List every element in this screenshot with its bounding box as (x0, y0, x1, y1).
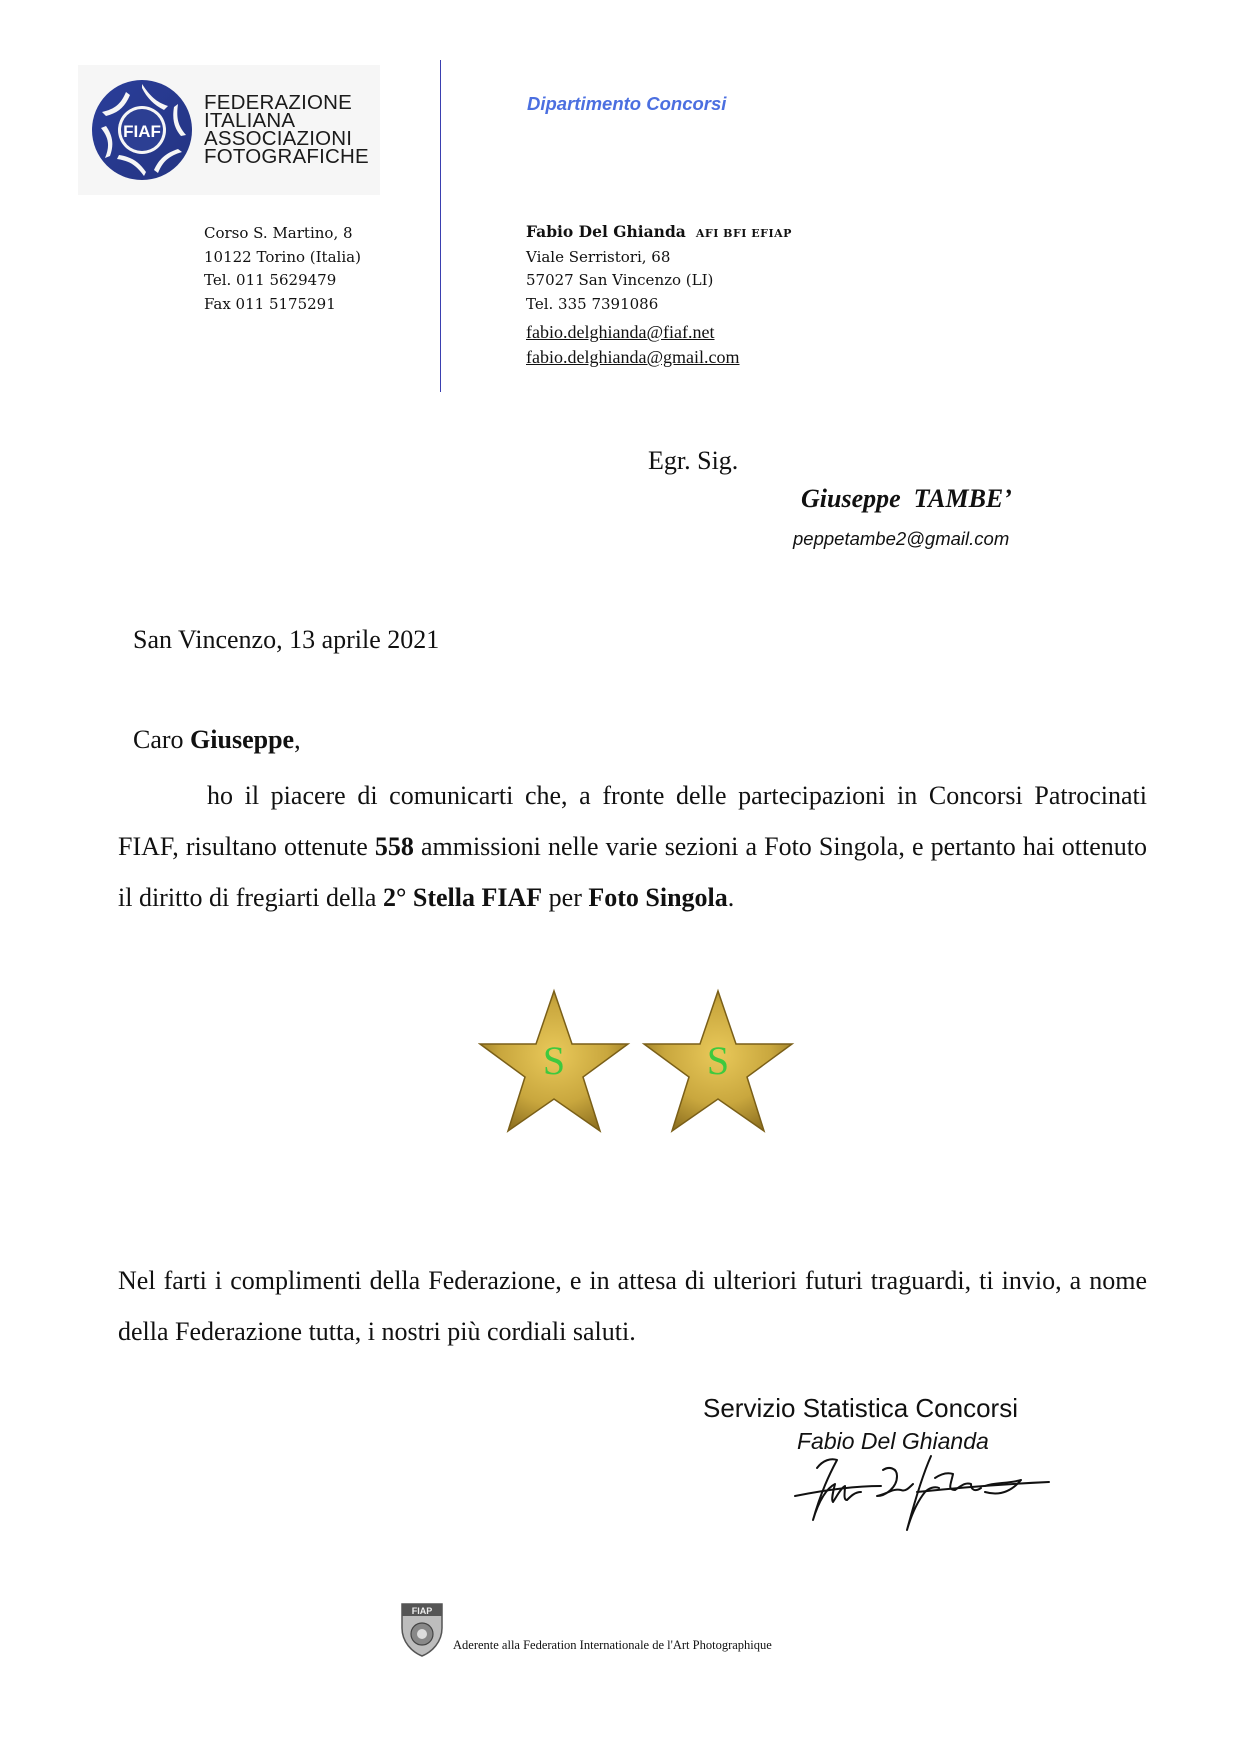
sender-titles: AFI BFI EFIAP (695, 227, 792, 240)
award-name: 2° Stella FIAF (382, 883, 543, 912)
logo-line: FEDERAZIONE (204, 91, 352, 114)
signatory-name: Fabio Del Ghianda (797, 1428, 989, 1454)
star-symbol: S (706, 1038, 730, 1083)
logo-line: ITALIANA (204, 109, 296, 132)
greeting (133, 725, 301, 755)
star-symbol: S (542, 1038, 566, 1083)
admissions-count: 558 (374, 832, 414, 861)
federation-address (204, 222, 361, 316)
greeting-name: Giuseppe (190, 725, 295, 754)
recipient-name: Giuseppe TAMBE’ (801, 484, 1012, 513)
department-title: Dipartimento Concorsi (527, 93, 727, 114)
logo-line: ASSOCIAZIONI (204, 127, 353, 150)
sender-address-line: Viale Serristori, 68 (526, 247, 671, 266)
body-text: per (542, 883, 589, 912)
fiaf-logo (78, 65, 380, 195)
star-icon (480, 991, 628, 1131)
body-text: ho il piacere di comunicarti che, a fronte delle partecipazioni in Concorsi Patrocinati FIAF, risultano ottenute (118, 781, 1147, 861)
logo-mark: FIAF (123, 122, 161, 141)
award-stars (478, 988, 798, 1136)
header-divider (440, 60, 441, 392)
place-date: San Vincenzo, 13 aprile 2021 (133, 625, 440, 654)
star-icon (644, 991, 792, 1131)
greeting-prefix: Caro (133, 725, 191, 754)
body-text: ammissioni nelle varie sezioni a Foto Singola, e pertanto hai ottenuto il diritto di fregiarti della (118, 832, 1147, 912)
award-category: Foto Singola (588, 883, 728, 912)
phone-line: Tel. 011 5629479 (204, 271, 337, 289)
recipient-salutation: Egr. Sig. (648, 446, 739, 475)
logo-wordmark (204, 91, 369, 168)
fiaf-aperture-icon (90, 78, 194, 182)
sender-block (526, 220, 792, 370)
sender-email-link[interactable]: fabio.delghianda@gmail.com (526, 347, 740, 367)
sender-address-line: 57027 San Vincenzo (LI) (526, 271, 714, 289)
fax-line: Fax 011 5175291 (204, 294, 336, 313)
footer-note: Aderente alla Federation Internationale de l'Art Photographique (453, 1638, 772, 1652)
emblem-text: FIAP (411, 1606, 433, 1616)
body-text: . (727, 883, 735, 912)
sender-name-line (526, 220, 792, 246)
sender-name: Fabio Del Ghianda (526, 222, 686, 241)
fiap-emblem-icon (396, 1596, 448, 1658)
closing-office: Servizio Statistica Concorsi (703, 1393, 1018, 1423)
body-paragraph-2: Nel farti i complimenti della Federazione, e in attesa di ulteriori futuri traguardi, ti invio, a nome della Federazione tutta, i nostri più cordiali saluti. (118, 1266, 1147, 1346)
logo-line: FOTOGRAFICHE (204, 145, 369, 168)
sender-phone: Tel. 335 7391086 (526, 294, 659, 313)
sender-email-link[interactable]: fabio.delghianda@fiaf.net (526, 322, 715, 342)
greeting-suffix: , (294, 725, 301, 754)
recipient-email: peppetambe2@gmail.com (793, 528, 1010, 549)
body-paragraph-1 (118, 770, 1147, 923)
handwritten-signature (785, 1430, 1055, 1540)
address-line: Corso S. Martino, 8 (204, 224, 353, 242)
address-line: 10122 Torino (Italia) (204, 247, 361, 266)
